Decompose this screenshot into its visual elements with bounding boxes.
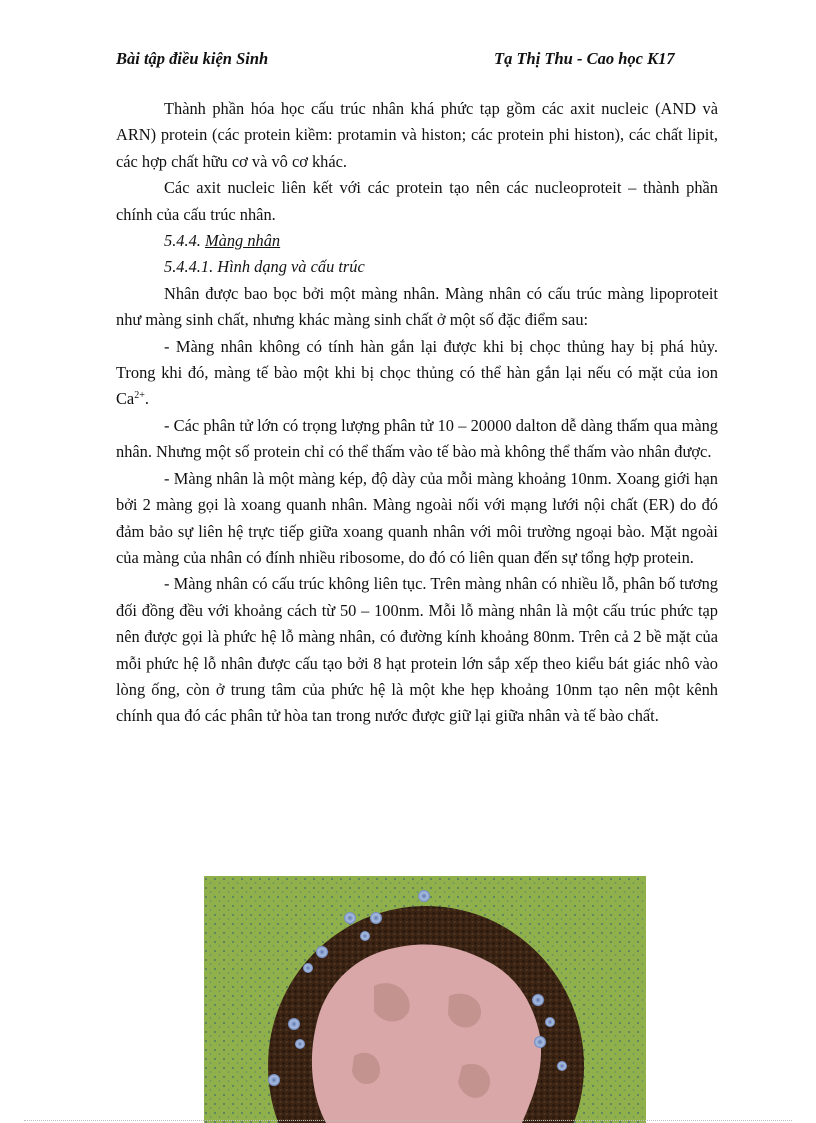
nucleus-micrograph [204, 876, 646, 1123]
paragraph-composition: Thành phần hóa học cấu trúc nhân khá phức tạp gồm các axit nucleic (AND và ARN) protein (các protein kiềm: protamin và histon; các protein phi histon), các chất lipit, các hợp chất hữu cơ và vô cơ khác. [116, 99, 718, 171]
paragraph-healing [116, 334, 718, 413]
paragraph-pores: - Màng nhân có cấu trúc không liên tục. Trên màng nhân có nhiều lỗ, phân bố tương đối đồng đều với khoảng cách từ 50 – 100nm. Mỗi lỗ màng nhân là một cấu trúc phức tạp nên được gọi là phức hệ lỗ màng nhân, có đường kính khoảng 80nm. Trên cả 2 bề mặt của mỗi phức hệ lỗ nhân được cấu tạo bởi 8 hạt protein lớn sắp xếp theo kiểu bát giác nhô vào lòng ống, còn ở trung tâm của phức hệ là một khe hẹp khoảng 10nm tạo nên một kênh chính qua đó các phân tử hòa tan trong nước được giữ lại giữa nhân và tế bào chất. [116, 574, 718, 726]
nuclear-pore [268, 1074, 280, 1086]
calcium-superscript: 2+ [134, 390, 145, 402]
page-bottom-rule [24, 1120, 792, 1121]
nuclear-pore [288, 1018, 300, 1030]
nuclear-pore [303, 963, 313, 973]
paragraph-nucleoproteit: Các axit nucleic liên kết với các protein tạo nên các nucleoproteit – thành phần chính của cấu trúc nhân. [116, 178, 718, 224]
heading-section [116, 228, 718, 254]
paragraph-healing-text: - Màng nhân không có tính hàn gắn lại được khi bị chọc thủng hay bị phá hủy. Trong khi đó, màng tế bào một khi bị chọc thủng có thể hàn gắn lại nếu có mặt của ion Ca [116, 336, 718, 409]
nuclear-pore [360, 931, 370, 941]
paragraph-double-membrane: - Màng nhân là một màng kép, độ dày của mỗi màng khoảng 10nm. Xoang giới hạn bởi 2 màng gọi là xoang quanh nhân. Màng ngoài nối với mạng lưới nội chất (ER) do đó đảm bảo sự liên hệ trực tiếp giữa xoang quanh nhân với môi trường ngoại bào. Mặt ngoài của màng của nhân có đính nhiều ribosome, do đó có liên quan đến sự tổng hợp protein. [116, 468, 718, 567]
document-body [116, 96, 718, 730]
nuclear-pore [316, 946, 328, 958]
nuclear-pore [370, 912, 382, 924]
nuclear-pore [418, 890, 430, 902]
nuclear-pore [295, 1039, 305, 1049]
header-right: Tạ Thị Thu - Cao học K17 [494, 49, 675, 68]
nuclear-pore [344, 912, 356, 924]
paragraph-healing-end: . [144, 389, 149, 409]
paragraph-permeability: - Các phân tử lớn có trọng lượng phân tử 10 – 20000 dalton dễ dàng thấm qua màng nhân. Nhưng một số protein chỉ có thể thấm vào tế bào mà không thể thấm vào nhân được. [116, 415, 718, 462]
heading-section-number: 5.4.4. [164, 231, 201, 251]
paragraph-intro: Nhân được bao bọc bởi một màng nhân. Màng nhân có cấu trúc màng lipoproteit như màng sinh chất, nhưng khác màng sinh chất ở một số đặc điểm sau: [116, 283, 718, 330]
heading-subsection: 5.4.4.1. Hình dạng và cấu trúc [164, 257, 365, 277]
nuclear-pore [534, 1036, 546, 1048]
header-left: Bài tập điều kiện Sinh [116, 49, 269, 68]
heading-section-title: Màng nhân [205, 231, 281, 251]
nuclear-pore [545, 1017, 555, 1027]
nuclear-pore [532, 994, 544, 1006]
nuclear-pore [557, 1061, 567, 1071]
